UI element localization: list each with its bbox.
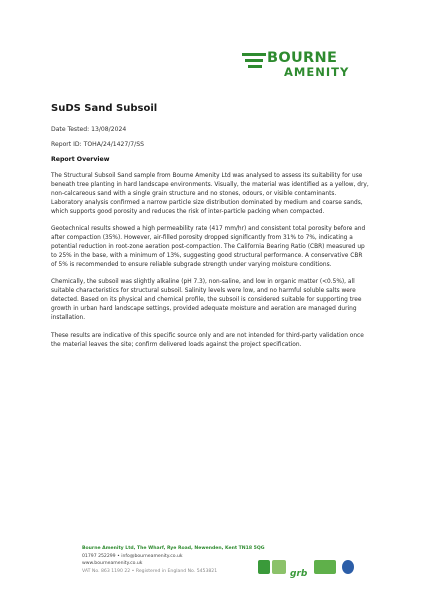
paragraph-geotechnical: Geotechnical results showed a high permeability rate (417 mm/hr) and consistent total porosity before and after compaction (35%). However, air-filled porosity dropped significantly from 31% to 7%, indicating a potential reduction in root-zone aeration post-compaction. The California Bearing Ratio (CBR) measured up to 25% in the base, with a minimum of 13%, suggesting good structural performance. A conservative CBR of 5% is recommended to ensure reliable subgrade strength under varying moisture conditions. xyxy=(51,226,366,268)
report-overview-heading: Report Overview xyxy=(51,156,110,163)
grb-logo-text: grb xyxy=(290,569,308,579)
paragraph-chemical: Chemically, the subsoil was slightly alkaline (pH 7.3), non-saline, and low in organic matter (<0.5%), all suitable characteristics for structural subsoil. Salinity levels were low, and no harmful soluble salts were detected. Based on its physical and chemical profile, the subsoil is considered suitable for supporting tree growth in urban hard landscape settings, provided adequate moisture and aeration are managed during installation. xyxy=(51,279,362,322)
footer-registration: VAT No. 863 1190 22 • Registered in England No. 5453821 xyxy=(82,568,218,574)
footer-website: www.bourneamenity.co.uk xyxy=(82,561,143,567)
report-id: Report ID: TOHA/24/1427/7/SS xyxy=(51,141,144,148)
logo-line-1: BOURNE xyxy=(267,50,338,66)
date-tested: Date Tested: 13/08/2024 xyxy=(51,126,127,133)
quality-seal-icon xyxy=(342,560,354,574)
logo-speed-bars-icon xyxy=(242,53,266,71)
paragraph-disclaimer: These results are indicative of this specific source only and are not intended for third-party validation once the material leaves the site; confirm delivered loads against the project specification. xyxy=(51,332,364,348)
report-body xyxy=(51,172,369,358)
certification-logos xyxy=(258,560,374,579)
document-title: SuDS Sand Subsoil xyxy=(51,103,158,114)
certification-badge-icon xyxy=(258,560,270,574)
logo-line-2: AMENITY xyxy=(284,65,350,79)
grb-logo xyxy=(290,561,310,579)
bourne-amenity-logo xyxy=(242,51,382,81)
paragraph-description: The Structural Subsoil Sand sample from Bourne Amenity Ltd was analysed to assess its suitability for use beneath tree planting in hard landscape environments. Visually, the material was identified as a yellow, dry, non-calcareous sand with a single grain structure and no stones, odours, or visible contaminants. Laboratory analysis confirmed a narrow particle size distribution dominated by medium and coarse sands, which supports good porosity and reduces the risk of inter-particle packing when compacted. xyxy=(51,173,369,215)
footer-address: Bourne Amenity Ltd, The Wharf, Rye Road, Newenden, Kent TN18 5QG xyxy=(82,546,265,551)
footer-contact: 01797 252299 • info@bourneamenity.co.uk xyxy=(82,553,183,559)
accreditation-badge-icon xyxy=(314,560,336,574)
environmental-badge-icon xyxy=(272,560,286,574)
